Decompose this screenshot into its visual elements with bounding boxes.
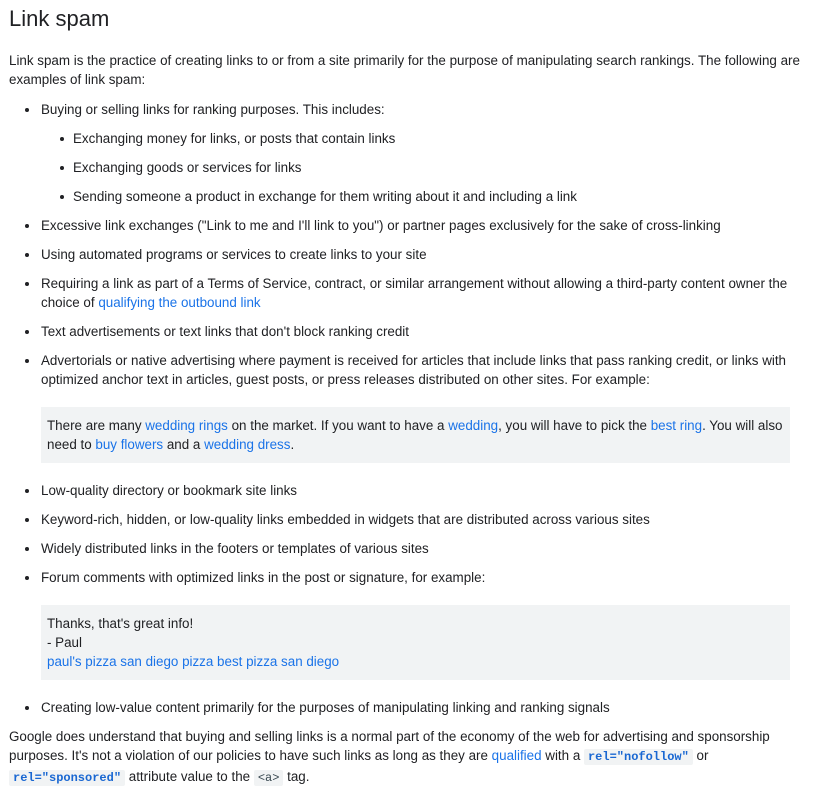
code-a-tag: <a> [254, 770, 284, 786]
link-wedding-rings[interactable]: wedding rings [145, 418, 228, 433]
link-best-ring[interactable]: best ring [650, 418, 703, 433]
list-item-forum [9, 568, 804, 680]
link-qualified[interactable]: qualified [491, 748, 542, 763]
example-text: . You will also need to [47, 418, 783, 452]
outro-text: or [692, 748, 709, 763]
outro-text: tag. [283, 769, 310, 784]
example-text: and a [163, 437, 205, 452]
list-item-keyword: Keyword-rich, hidden, or low-quality links embedded in widgets that are distributed across various sites [9, 510, 804, 529]
list-item-buying [9, 100, 804, 206]
list-item-exchanges: Excessive link exchanges ("Link to me and I'll link to you") or partner pages exclusively for the sake of cross-linking [9, 216, 804, 235]
list-item-tos [9, 274, 804, 312]
list-item-low-value: Creating low-value content primarily for the purposes of manipulating linking and ranking signals [9, 698, 804, 717]
code-rel-nofollow: rel="nofollow" [584, 749, 693, 765]
advertorials-text: Advertorials or native advertising where payment is received for articles that include links that pass ranking credit, or links with optimized anchor text in articles, guest posts, or press releases distributed on other sites. For example: [41, 353, 787, 387]
list-item-text-ads: Text advertisements or text links that don't block ranking credit [9, 322, 804, 341]
example-text: on the market. If you want to have a [227, 418, 449, 433]
forum-comment-line: Thanks, that's great info! [47, 616, 194, 631]
example-text: . [290, 437, 295, 452]
intro-paragraph: Link spam is the practice of creating links to or from a site primarily for the purpose of manipulating search rankings. The following are examples of link spam: [9, 53, 800, 87]
list-item-advertorials [9, 351, 804, 463]
page-title: Link spam [9, 6, 110, 31]
buying-text: Buying or selling links for ranking purposes. This includes: [41, 102, 385, 117]
link-buy-flowers[interactable]: buy flowers [95, 437, 164, 452]
forum-text: Forum comments with optimized links in the post or signature, for example: [41, 570, 486, 585]
outro-text: with a [541, 748, 584, 763]
link-pizza-spam[interactable]: paul's pizza san diego pizza best pizza san diego [47, 654, 340, 669]
example-text: , you will have to pick the [498, 418, 651, 433]
list-item-directory: Low-quality directory or bookmark site links [9, 481, 804, 500]
link-spam-list [9, 100, 804, 717]
example-box-wedding [41, 407, 790, 463]
list-item-footers: Widely distributed links in the footers or templates of various sites [9, 539, 804, 558]
code-rel-sponsored: rel="sponsored" [9, 770, 125, 786]
buying-sublist [41, 129, 804, 206]
link-wedding[interactable]: wedding [448, 418, 499, 433]
qualifying-outbound-link[interactable]: qualifying the outbound link [98, 295, 261, 310]
sub-item-money: Exchanging money for links, or posts that contain links [41, 129, 804, 148]
outro-text: attribute value to the [125, 769, 254, 784]
sub-item-product: Sending someone a product in exchange for them writing about it and including a link [41, 187, 804, 206]
forum-signature-name: - Paul [47, 635, 82, 650]
outro-text: Google does understand that buying and selling links is a normal part of the economy of the web for advertising and sponsorship purposes. It's not a violation of our policies to have such links as long as they are [9, 729, 770, 763]
list-item-automated: Using automated programs or services to create links to your site [9, 245, 804, 264]
sub-item-goods: Exchanging goods or services for links [41, 158, 804, 177]
link-wedding-dress[interactable]: wedding dress [204, 437, 291, 452]
example-text: There are many [47, 418, 146, 433]
example-box-forum [41, 605, 790, 680]
outro-paragraph [9, 727, 804, 788]
tos-text: Requiring a link as part of a Terms of Service, contract, or similar arrangement without allowing a third-party content owner the choice of [41, 276, 788, 310]
